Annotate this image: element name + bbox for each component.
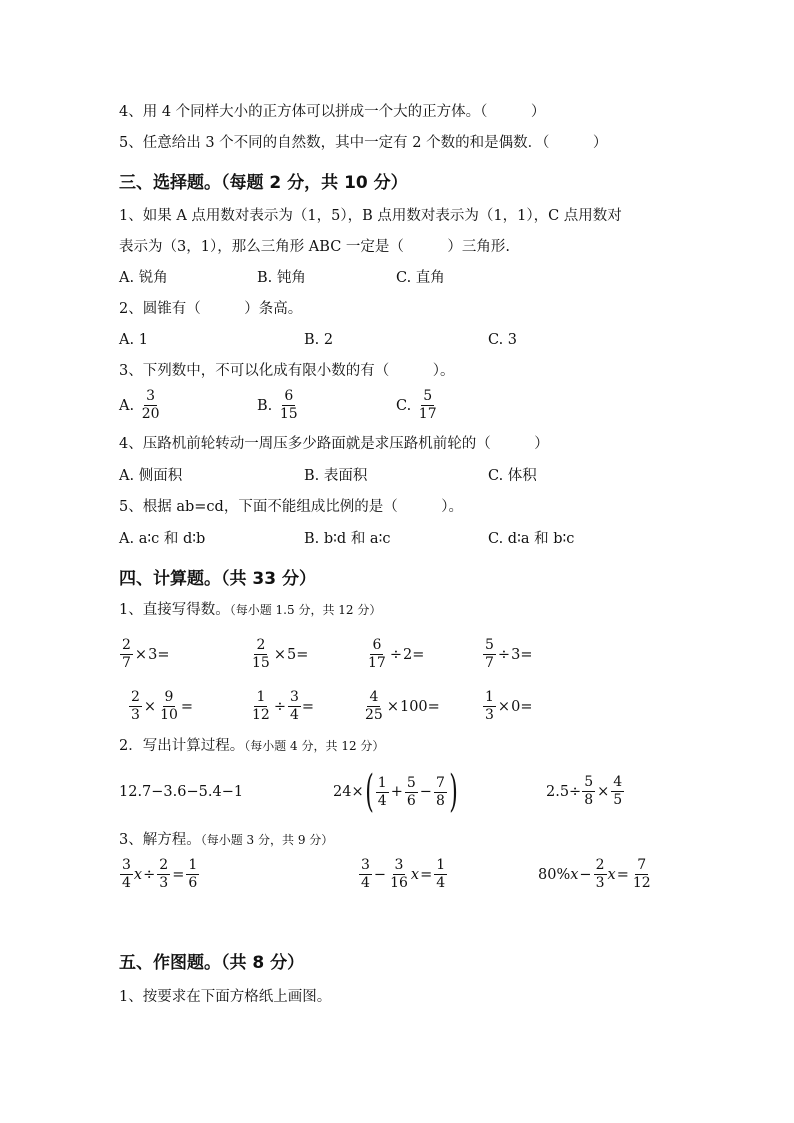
calc-item-2: [249, 638, 308, 671]
opt-label: C.: [396, 397, 412, 414]
fraction: [158, 690, 180, 723]
part-note: （每小题 4 分，共 12 分）: [244, 739, 385, 753]
denominator: 25: [365, 707, 383, 723]
equals: =: [520, 698, 533, 715]
expression-lead: 2.5÷: [546, 783, 582, 800]
operator: ÷: [497, 646, 511, 663]
numerator: 2: [595, 857, 605, 873]
numerator: 7: [637, 857, 647, 873]
denominator: 17: [418, 406, 437, 422]
numerator: 2: [122, 637, 131, 653]
part-title: 1、直接写得数。: [119, 602, 230, 618]
equation-1: [119, 858, 200, 891]
numerator: 5: [584, 774, 594, 790]
percent: 80%: [538, 866, 571, 883]
section3-title: 三、选择题。（每题 2 分，共 10 分）: [119, 173, 408, 193]
operator: −: [419, 784, 432, 800]
s3-q5-opt-c: C. d∶a 和 b∶c: [488, 531, 575, 547]
fraction: [376, 776, 389, 809]
variable: x: [570, 866, 579, 883]
numerator: 3: [146, 388, 156, 404]
denominator: 3: [485, 707, 494, 723]
numerator: 3: [394, 857, 404, 873]
denominator: 20: [141, 406, 160, 422]
numerator: 1: [188, 857, 198, 873]
fraction: [631, 858, 653, 891]
operator: ×: [597, 783, 610, 800]
fraction: [140, 389, 162, 422]
numerator: 3: [122, 857, 131, 873]
calc-item-7: [362, 690, 440, 723]
equals: =: [520, 646, 533, 663]
fraction: [434, 858, 447, 891]
fraction: [120, 858, 133, 891]
s3-q3: 3、下列数中，不可以化成有限小数的有（ ）。: [119, 363, 455, 379]
s3-q3-opt-c: [396, 389, 440, 422]
equation-2: [358, 858, 448, 891]
fraction: [388, 858, 410, 891]
operator: ×: [497, 698, 511, 715]
denominator: 4: [436, 875, 446, 891]
denominator: 7: [122, 655, 131, 671]
operator: ×: [386, 698, 399, 715]
operand: 0: [511, 698, 521, 715]
numerator: 6: [284, 388, 294, 404]
variable: x: [133, 866, 143, 883]
denominator: 17: [368, 655, 386, 671]
equals: =: [412, 646, 425, 663]
denominator: 3: [159, 875, 169, 891]
operator: +: [390, 784, 403, 800]
equals: =: [296, 646, 309, 663]
numerator: 1: [436, 857, 446, 873]
operator: ×: [143, 698, 157, 715]
equals: =: [301, 698, 315, 715]
fraction: [157, 858, 170, 891]
numerator: 2: [131, 689, 140, 705]
s3-q1-opt-a: A. 锐角: [119, 270, 168, 286]
s4-part1-title: [119, 600, 381, 620]
fraction: [363, 690, 385, 723]
s3-q1-line1: 1、如果 A 点用数对表示为（1，5），B 点用数对表示为（1，1），C 点用数对: [119, 208, 622, 224]
part-note: （每小题 3 分，共 9 分）: [200, 833, 334, 847]
s3-q5-opt-b: B. b∶d 和 a∶c: [304, 531, 391, 547]
calc-process-2: [333, 766, 459, 817]
operator: ×: [134, 646, 148, 663]
s3-q1-line2: 表示为（3，1），那么三角形 ABC 一定是（ ）三角形.: [119, 239, 511, 255]
denominator: 12: [252, 707, 270, 723]
numerator: 5: [485, 637, 494, 653]
calc-process-3: [546, 775, 625, 808]
operator: −: [579, 866, 592, 883]
numerator: 3: [361, 857, 370, 873]
operand: 100: [399, 698, 428, 715]
denominator: 4: [377, 792, 387, 809]
numerator: 4: [369, 689, 379, 705]
denominator: 4: [289, 707, 299, 723]
numerator: 2: [159, 857, 169, 873]
s4-part3-title: [119, 830, 333, 850]
fraction: [611, 775, 624, 808]
equals: =: [616, 866, 629, 883]
operator: ÷: [143, 866, 156, 883]
fraction: [278, 389, 300, 422]
numerator: 3: [289, 689, 299, 705]
equation-3: [538, 858, 654, 891]
operand: 3: [511, 646, 521, 663]
right-paren: ): [449, 766, 458, 817]
part-note: （每小题 1.5 分，共 12 分）: [229, 603, 382, 617]
calc-item-4: [482, 638, 532, 671]
fraction: [288, 690, 301, 723]
denominator: 8: [435, 792, 445, 809]
numerator: 1: [256, 689, 266, 705]
denominator: 10: [160, 707, 178, 723]
s4-part2-title: [119, 736, 384, 756]
calc-process-1: [119, 784, 243, 800]
operator: ÷: [273, 698, 286, 715]
denominator: 6: [188, 875, 198, 891]
numerator: 9: [164, 689, 174, 705]
operator: ×: [273, 646, 286, 663]
section5-title: 五、作图题。（共 8 分）: [119, 953, 305, 973]
judge-q5: 5、任意给出 3 个不同的自然数，其中一定有 2 个数的和是偶数．（ ）: [119, 135, 608, 151]
s3-q5-opt-a: A. a∶c 和 d∶b: [119, 531, 206, 547]
s3-q5: 5、根据 ab=cd，下面不能组成比例的是（ ）。: [119, 499, 464, 515]
s3-q3-opt-a: [119, 389, 163, 422]
fraction: [250, 638, 272, 671]
s3-q4-opt-c: C. 体积: [488, 468, 537, 484]
fraction: [250, 690, 272, 723]
operator: −: [373, 866, 387, 883]
denominator: 4: [361, 875, 370, 891]
opt-label: B.: [257, 397, 273, 414]
variable: x: [607, 866, 616, 883]
s3-q4-opt-b: B. 表面积: [304, 468, 368, 484]
calc-item-8: [482, 690, 532, 723]
denominator: 3: [595, 875, 605, 891]
fraction: [120, 638, 133, 671]
expression: 12.7−3.6−5.4−1: [119, 784, 244, 800]
fraction: [483, 638, 496, 671]
calc-item-6: [249, 690, 314, 723]
part-title: 3、解方程。: [119, 832, 201, 848]
denominator: 15: [279, 406, 298, 422]
denominator: 8: [584, 792, 594, 808]
s3-q4: 4、压路机前轮转动一周压多少路面就是求压路机前轮的（ ）: [119, 436, 549, 452]
s3-q2: 2、圆锥有（ ）条高。: [119, 301, 303, 317]
fraction: [359, 858, 372, 891]
denominator: 12: [632, 875, 651, 891]
s3-q1-opt-c: C. 直角: [396, 270, 445, 286]
fraction: [129, 690, 142, 723]
part-title: 2．写出计算过程。: [119, 738, 245, 754]
fraction: [405, 776, 418, 809]
denominator: 6: [406, 792, 416, 809]
equals: =: [180, 698, 194, 715]
numerator: 5: [423, 388, 433, 404]
denominator: 16: [390, 875, 408, 891]
s3-q3-opt-b: [257, 389, 301, 422]
operand: 2: [402, 646, 413, 663]
left-paren: (: [364, 766, 374, 817]
denominator: 3: [131, 707, 140, 723]
numerator: 1: [485, 689, 494, 705]
numerator: 7: [435, 774, 445, 791]
operand: 3: [148, 646, 158, 663]
section4-title: 四、计算题。（共 33 分）: [119, 569, 316, 589]
variable: x: [410, 866, 420, 883]
equals: =: [172, 866, 185, 883]
calc-item-5: [128, 690, 193, 723]
fraction: [186, 858, 199, 891]
denominator: 7: [485, 655, 494, 671]
numerator: 4: [613, 774, 623, 790]
equals: =: [420, 866, 433, 883]
numerator: 2: [256, 637, 266, 653]
fraction: [417, 389, 439, 422]
s3-q1-opt-b: B. 钝角: [257, 270, 306, 286]
operator: ÷: [389, 646, 402, 663]
numerator: 6: [372, 637, 382, 653]
s3-q2-opt-c: C. 3: [488, 332, 518, 348]
expression-lead: 24×: [333, 784, 364, 800]
operand: 5: [286, 646, 297, 663]
fraction: [594, 858, 607, 891]
calc-item-1: [119, 638, 169, 671]
equals: =: [157, 646, 170, 663]
denominator: 15: [252, 655, 270, 671]
denominator: 5: [613, 792, 623, 808]
numerator: 1: [377, 774, 387, 791]
s3-q4-opt-a: A. 侧面积: [119, 468, 183, 484]
fraction: [434, 776, 447, 809]
s3-q2-opt-b: B. 2: [304, 332, 334, 348]
equals: =: [427, 698, 440, 715]
fraction: [582, 775, 595, 808]
s3-q2-opt-a: A. 1: [119, 332, 148, 348]
numerator: 5: [406, 774, 416, 791]
denominator: 4: [122, 875, 131, 891]
opt-label: A.: [119, 397, 135, 414]
s5-q1: 1、按要求在下面方格纸上画图。: [119, 989, 332, 1005]
judge-q4: 4、用 4 个同样大小的正方体可以拼成一个大的正方体。（ ）: [119, 104, 546, 120]
calc-item-3: [365, 638, 424, 671]
fraction: [366, 638, 388, 671]
fraction: [483, 690, 496, 723]
